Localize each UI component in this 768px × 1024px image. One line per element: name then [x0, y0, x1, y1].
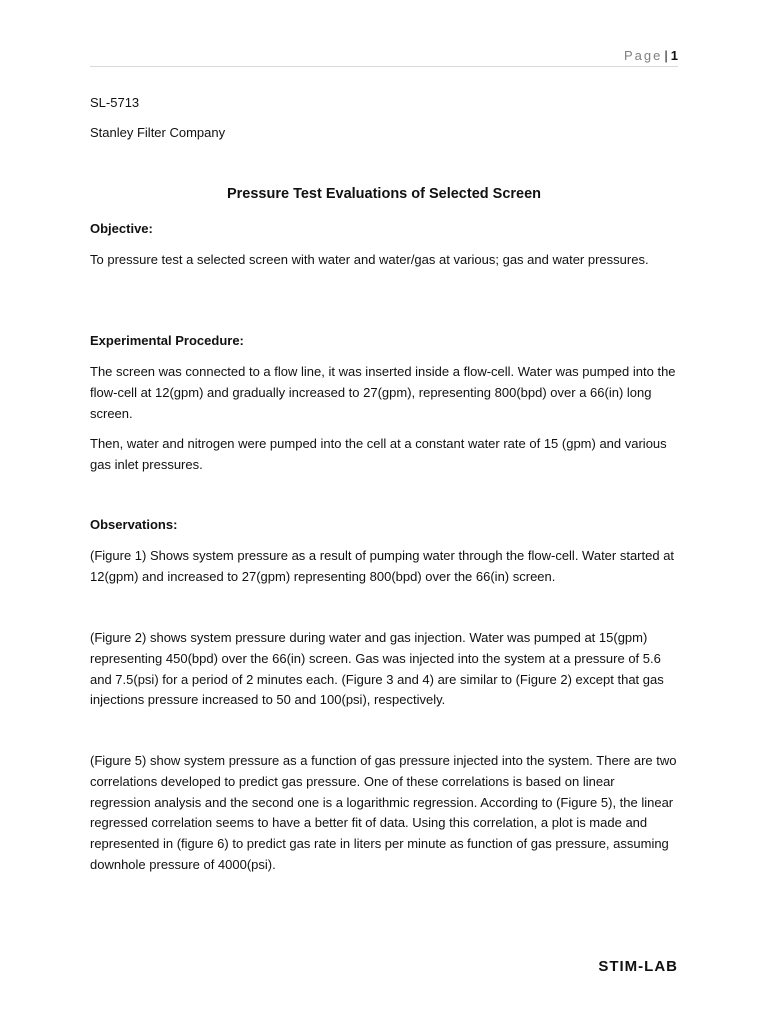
- page-header: [90, 44, 678, 67]
- page-number: 1: [670, 48, 678, 63]
- document-title: Pressure Test Evaluations of Selected Screen: [226, 186, 542, 202]
- observations-paragraph-3: (Figure 5) show system pressure as a function of gas pressure injected into the system. There are two correlations developed to predict gas pressure. One of these correlations is based on linear regression analysis and the second one is a logarithmic regression. According to (Figure 5), the linear regressed correlation seems to have a better fit of data. Using this correlation, a plot is made and represented in (figure 6) to predict gas rate in liters per minute as function of gas pressure, assuming downhole pressure of 4000(psi).: [90, 753, 677, 872]
- stim-lab-logo: STIM-LAB: [598, 958, 678, 975]
- document-id: SL-5713: [90, 95, 140, 110]
- page-number-label: [624, 48, 678, 63]
- observations-paragraph-2: (Figure 2) shows system pressure during water and gas injection. Water was pumped at 15(gpm) representing 450(bpd) over the 66(in) screen. Gas was injected into the system at a pressure of 5.6 and 7.5(psi) for a period of 2 minutes each. (Figure 3 and 4) are similar to (Figure 2) except that gas injections pressure increased to 50 and 100(psi), respectively.: [90, 630, 664, 708]
- objective-text: To pressure test a selected screen with water and water/gas at various; gas and water pressures.: [90, 252, 649, 267]
- procedure-paragraph-1: The screen was connected to a flow line, it was inserted inside a flow-cell. Water was pumped into the flow-cell at 12(gpm) and gradually increased to 27(gpm), representing 800(bpd) over a 66(in) long screen.: [90, 364, 676, 421]
- procedure-paragraph-2: Then, water and nitrogen were pumped into the cell at a constant water rate of 15 (gpm) and various gas inlet pressures.: [90, 436, 667, 472]
- page-word: Page: [624, 48, 663, 63]
- procedure-heading: Experimental Procedure:: [90, 333, 244, 348]
- company-name: Stanley Filter Company: [90, 125, 226, 140]
- objective-heading: Objective:: [90, 221, 153, 236]
- observations-paragraph-1: (Figure 1) Shows system pressure as a result of pumping water through the flow-cell. Water started at 12(gpm) and increased to 27(gpm) representing 800(bpd) over the 66(in) screen.: [90, 548, 675, 584]
- observations-heading: Observations:: [90, 517, 178, 532]
- page-separator: |: [664, 48, 668, 63]
